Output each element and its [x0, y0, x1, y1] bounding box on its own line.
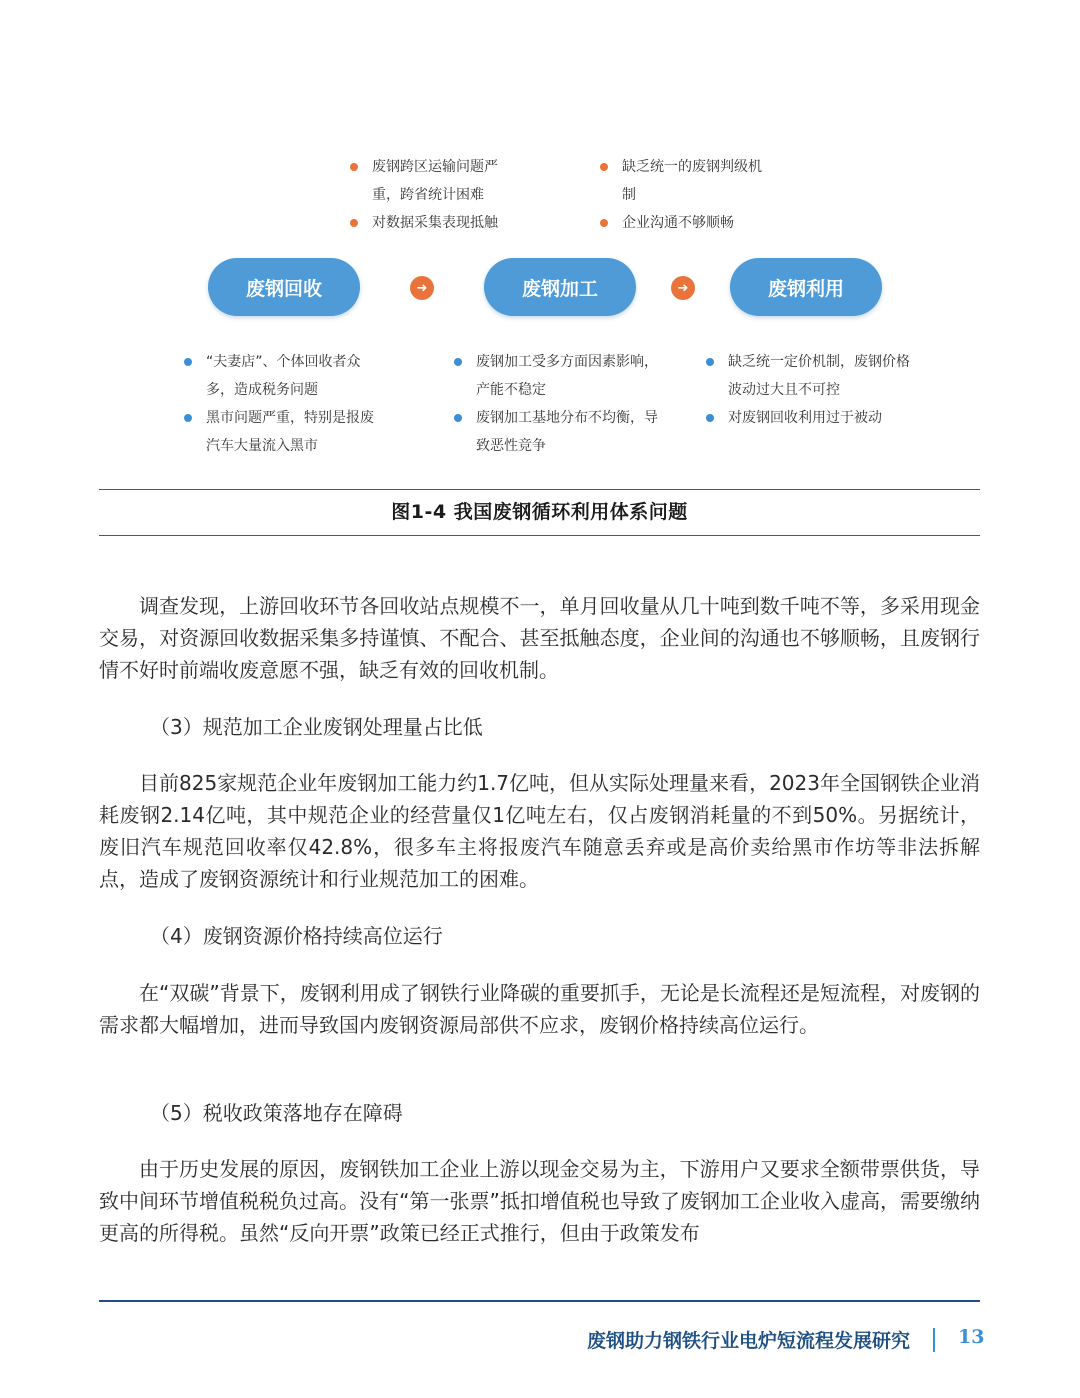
top-right-issues: [596, 153, 796, 237]
bullet-dot: [600, 219, 608, 227]
bullet-dot: [706, 358, 714, 366]
arrow-right-icon: ➜: [671, 276, 695, 300]
bullet-dot: [184, 358, 192, 366]
stage-processing: 废钢加工: [484, 258, 636, 316]
footer-rule: [99, 1300, 980, 1302]
page-number: 13: [958, 1326, 985, 1348]
issue-text: 缺乏统一定价机制，废钢价格波动过大且不可控: [728, 354, 910, 398]
top-left-issues: [346, 153, 546, 237]
figure-caption: 图1-4 我国废钢循环利用体系问题: [391, 501, 688, 523]
issue-text: “夫妻店”、个体回收者众多，造成税务问题: [206, 354, 361, 398]
bullet-dot: [454, 414, 462, 422]
processing-issues: [450, 348, 660, 460]
bullet-dot: [350, 163, 358, 171]
stage-recycling: 废钢回收: [208, 258, 360, 316]
bullet-dot: [184, 414, 192, 422]
subheading-4: （4）废钢资源价格持续高位运行: [150, 924, 443, 948]
arrow-right-icon: ➜: [410, 276, 434, 300]
issue-text: 企业沟通不够顺畅: [622, 215, 734, 231]
paragraph-2: 目前825家规范企业年废钢加工能力约1.7亿吨，但从实际处理量来看，2023年全国钢铁企业消耗废钢2.14亿吨，其中规范企业的经营量仅1亿吨左右，仅占废钢消耗量的不到50%。另据统计，废旧汽车规范回收率仅42.8%，很多车主将报废汽车随意丢弃或是高价卖给黑市作坊等非法拆解点，造成了废钢资源统计和行业规范加工的困难。: [99, 771, 980, 891]
issue-text: 黑市问题严重，特别是报废汽车大量流入黑市: [206, 410, 374, 454]
issue-text: 废钢跨区运输问题严重，跨省统计困难: [372, 159, 498, 203]
issue-text: 废钢加工基地分布不均衡，导致恶性竞争: [476, 410, 658, 454]
issue-text: 缺乏统一的废钢判级机制: [622, 159, 762, 203]
bullet-dot: [350, 219, 358, 227]
paragraph-3: 在“双碳”背景下，废钢利用成了钢铁行业降碳的重要抓手，无论是长流程还是短流程，对废钢的需求都大幅增加，进而导致国内废钢资源局部供不应求，废钢价格持续高位运行。: [99, 981, 980, 1037]
issue-text: 对废钢回收利用过于被动: [728, 410, 882, 426]
footer-divider: [933, 1328, 935, 1352]
bullet-dot: [600, 163, 608, 171]
utilization-issues: [702, 348, 912, 432]
footer-title: 废钢助力钢铁行业电炉短流程发展研究: [586, 1330, 910, 1352]
stage-utilization: 废钢利用: [730, 258, 882, 316]
recycling-issues: [180, 348, 380, 460]
paragraph-4: 由于历史发展的原因，废钢铁加工企业上游以现金交易为主，下游用户又要求全额带票供货，导致中间环节增值税税负过高。没有“第一张票”抵扣增值税也导致了废钢加工企业收入虚高，需要缴纳更高的所得税。虽然“反向开票”政策已经正式推行，但由于政策发布: [99, 1157, 980, 1245]
caption-top-rule: [99, 489, 980, 490]
issue-text: 对数据采集表现抵触: [372, 215, 498, 231]
bullet-dot: [454, 358, 462, 366]
subheading-5: （5）税收政策落地存在障碍: [150, 1101, 403, 1125]
paragraph-1: 调查发现，上游回收环节各回收站点规模不一，单月回收量从几十吨到数千吨不等，多采用现金交易，对资源回收数据采集多持谨慎、不配合、甚至抵触态度，企业间的沟通也不够顺畅，且废钢行情不好时前端收废意愿不强，缺乏有效的回收机制。: [99, 594, 980, 682]
bullet-dot: [706, 414, 714, 422]
subheading-3: （3）规范加工企业废钢处理量占比低: [150, 715, 483, 739]
caption-bottom-rule: [99, 535, 980, 536]
issue-text: 废钢加工受多方面因素影响，产能不稳定: [476, 354, 658, 398]
